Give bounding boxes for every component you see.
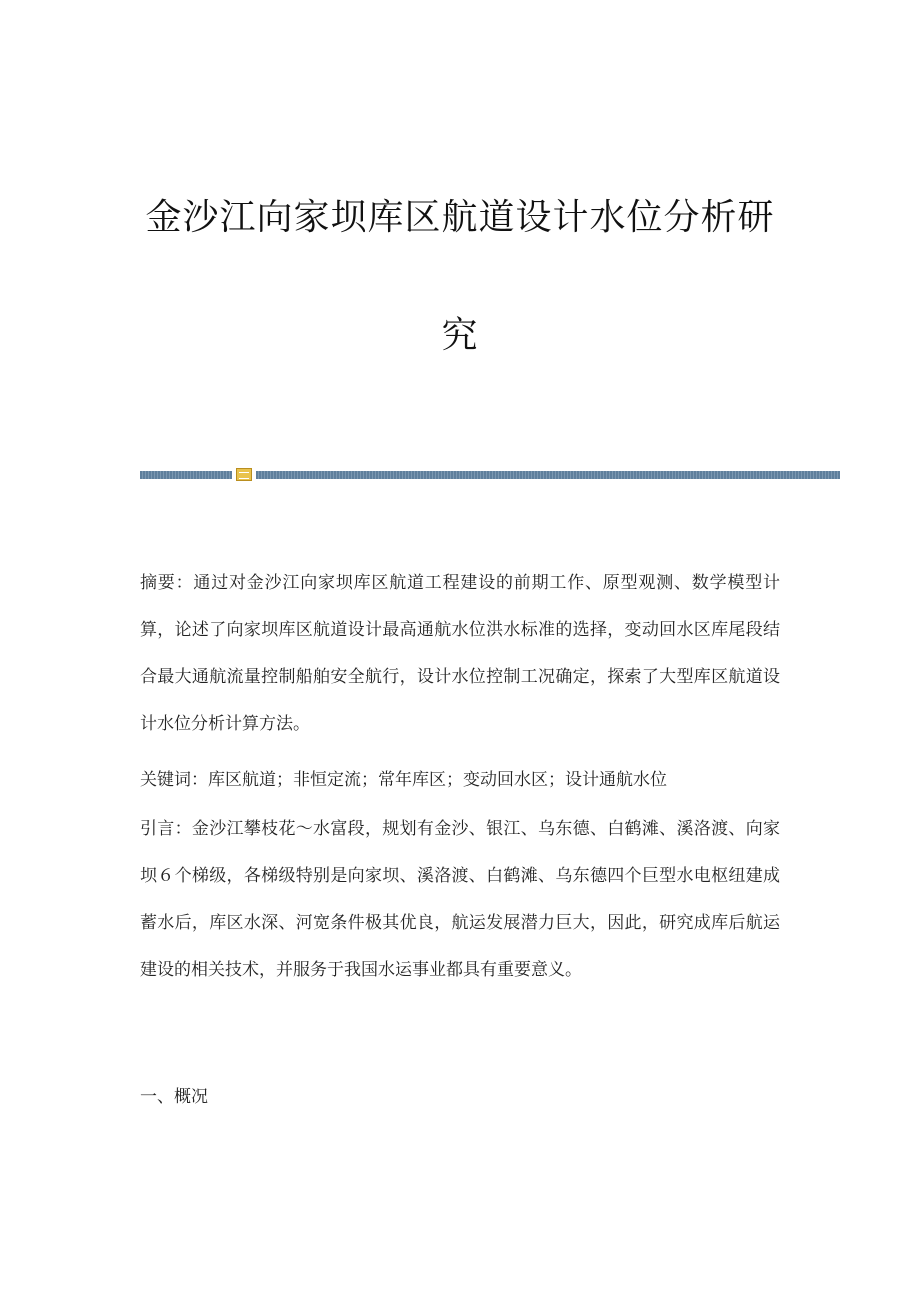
divider-bar-left [140, 471, 232, 479]
section-heading-overview: 一、概况 [140, 1087, 208, 1107]
document-title-line1: 金沙江向家坝库区航道设计水位分析研 [145, 197, 775, 238]
divider-bar-right [256, 471, 840, 479]
keywords-line: 关键词：库区航道；非恒定流；常年库区；变动回水区；设计通航水位 [140, 770, 667, 790]
divider-ornament-icon [236, 468, 252, 481]
abstract-paragraph: 摘要：通过对金沙江向家坝库区航道工程建设的前期工作、原型观测、数学模型计算，论述了向家坝库区航道设计最高通航水位洪水标准的选择，变动回水区库尾段结合最大通航流量控制船舶安全航行，设计水位控制工况确定，探索了大型库区航道设计水位分析计算方法。 [140, 573, 780, 734]
title-divider [140, 471, 840, 479]
document-title-line2: 究 [441, 315, 479, 356]
introduction-paragraph: 引言：金沙江攀枝花～水富段，规划有金沙、银江、乌东德、白鹤滩、溪洛渡、向家坝６个梯级，各梯级特别是向家坝、溪洛渡、白鹤滩、乌东德四个巨型水电枢纽建成蓄水后，库区水深、河宽条件极其优良，航运发展潜力巨大，因此，研究成库后航运建设的相关技术，并服务于我国水运事业都具有重要意义。 [140, 819, 780, 980]
